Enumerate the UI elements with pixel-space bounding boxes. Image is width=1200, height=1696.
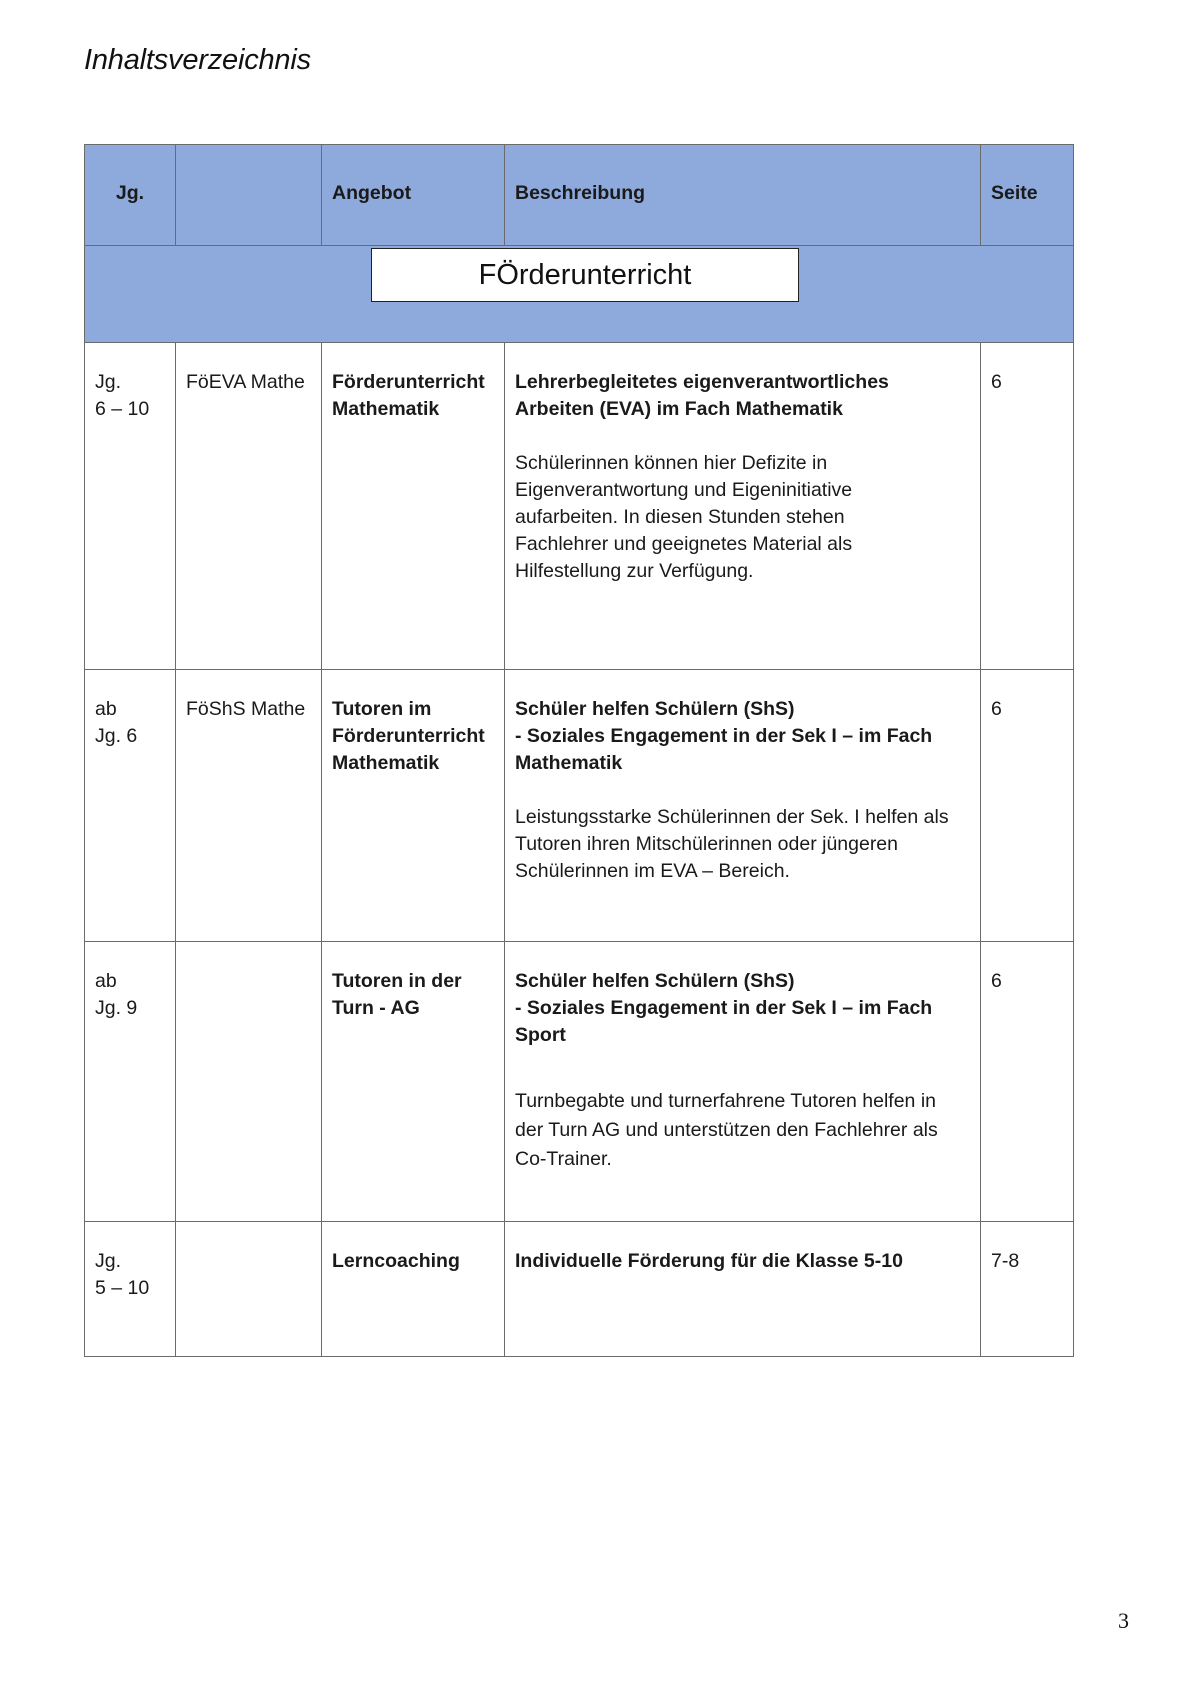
desc-title: [515, 696, 970, 777]
desc-title-line: - Soziales Engagement in der Sek I – im Fach: [515, 997, 933, 1019]
code-text: FöEVA Mathe: [186, 371, 305, 393]
desc-body-line: Leistungsstarke Schülerinnen der Sek. I helfen als: [515, 806, 949, 828]
desc-body-line: Schülerinnen im EVA – Bereich.: [515, 860, 790, 882]
code-cell: [176, 1222, 322, 1357]
beschreibung-cell: [505, 670, 981, 942]
jg-cell: [85, 670, 176, 942]
angebot-line: Tutoren in der: [332, 970, 462, 992]
seite-cell: [981, 343, 1074, 670]
code-text: [186, 1248, 311, 1275]
seite-cell: [981, 942, 1074, 1222]
header-seite: Seite: [981, 145, 1074, 246]
desc-title-line: - Soziales Engagement in der Sek I – im Fach: [515, 725, 933, 747]
jg-line: 6 – 10: [95, 398, 150, 420]
table-row: [85, 1222, 1074, 1357]
section-title: FÖrderunterricht: [371, 248, 799, 302]
desc-body-line: Fachlehrer und geeignetes Material als: [515, 533, 853, 555]
seite-number: 6: [991, 371, 1002, 393]
desc-body-line: Eigenverantwortung und Eigeninitiative: [515, 479, 853, 501]
desc-body-line: Schülerinnen können hier Defizite in: [515, 452, 828, 474]
jg-line: Jg. 9: [95, 997, 138, 1019]
code-text: [186, 968, 311, 995]
angebot-line: Lerncoaching: [332, 1250, 460, 1272]
table-row: [85, 343, 1074, 670]
seite-cell: [981, 1222, 1074, 1357]
jg-line: Jg. 6: [95, 725, 138, 747]
beschreibung-cell: [505, 343, 981, 670]
jg-cell: [85, 942, 176, 1222]
code-text: FöShS Mathe: [186, 698, 306, 720]
code-cell: [176, 343, 322, 670]
desc-title-line: Lehrerbegleitetes eigenverantwortliches: [515, 371, 889, 393]
jg-line: ab: [95, 698, 117, 720]
page-number: 3: [1118, 1608, 1129, 1633]
header-angebot: Angebot: [322, 145, 505, 246]
angebot-cell: [322, 1222, 505, 1357]
desc-title-line: Sport: [515, 1024, 566, 1046]
jg-line: Jg.: [95, 1250, 122, 1272]
seite-number: 6: [991, 698, 1002, 720]
desc-body-line: Tutoren ihren Mitschülerinnen oder jüngeren: [515, 833, 899, 855]
desc-body: [515, 450, 970, 585]
code-cell: [176, 670, 322, 942]
desc-title: [515, 369, 970, 450]
section-cell: [85, 246, 1074, 343]
table-row: [85, 670, 1074, 942]
angebot-cell: [322, 343, 505, 670]
angebot-line: Tutoren im: [332, 698, 432, 720]
jg-cell: [85, 343, 176, 670]
desc-title-line: Individuelle Förderung für die Klasse 5-10: [515, 1250, 903, 1272]
code-cell: [176, 942, 322, 1222]
desc-title-line: Arbeiten (EVA) im Fach Mathematik: [515, 398, 843, 420]
jg-line: ab: [95, 970, 117, 992]
angebot-line: Förderunterricht: [332, 725, 485, 747]
desc-body-line: Co-Trainer.: [515, 1148, 612, 1170]
jg-line: Jg.: [95, 371, 122, 393]
seite-number: 6: [991, 970, 1002, 992]
header-jg: Jg.: [85, 145, 176, 246]
desc-title-line: Schüler helfen Schülern (ShS): [515, 970, 795, 992]
angebot-line: Mathematik: [332, 398, 440, 420]
header-beschreibung: Beschreibung: [505, 145, 981, 246]
beschreibung-cell: [505, 1222, 981, 1357]
header-code: [176, 145, 322, 246]
angebot-line: [332, 423, 494, 450]
desc-body: [515, 804, 970, 885]
contents-table: [84, 144, 1074, 1357]
jg-cell: [85, 1222, 176, 1357]
header-row: [85, 145, 1074, 246]
angebot-line: Turn - AG: [332, 997, 420, 1019]
angebot-cell: [322, 670, 505, 942]
section-row: [85, 246, 1074, 343]
angebot-line: Mathematik: [332, 752, 440, 774]
seite-cell: [981, 670, 1074, 942]
beschreibung-cell: [505, 942, 981, 1222]
jg-line: 5 – 10: [95, 1277, 150, 1299]
desc-title: [515, 1248, 970, 1275]
desc-body-line: Turnbegabte und turnerfahrene Tutoren helfen in: [515, 1090, 936, 1112]
table-row: [85, 942, 1074, 1222]
seite-number: 7-8: [991, 1250, 1020, 1272]
desc-body-line: aufarbeiten. In diesen Stunden stehen: [515, 506, 845, 528]
desc-body: [515, 1087, 970, 1174]
desc-body-line: Hilfestellung zur Verfügung.: [515, 560, 754, 582]
angebot-cell: [322, 942, 505, 1222]
desc-title-line: [515, 423, 970, 450]
desc-title-line: Mathematik: [515, 752, 623, 774]
desc-title: [515, 968, 970, 1049]
desc-body-line: der Turn AG und unterstützen den Fachlehrer als: [515, 1119, 938, 1141]
desc-title-line: Schüler helfen Schülern (ShS): [515, 698, 795, 720]
page-title: Inhaltsverzeichnis: [84, 44, 311, 76]
angebot-line: Förderunterricht: [332, 371, 485, 393]
